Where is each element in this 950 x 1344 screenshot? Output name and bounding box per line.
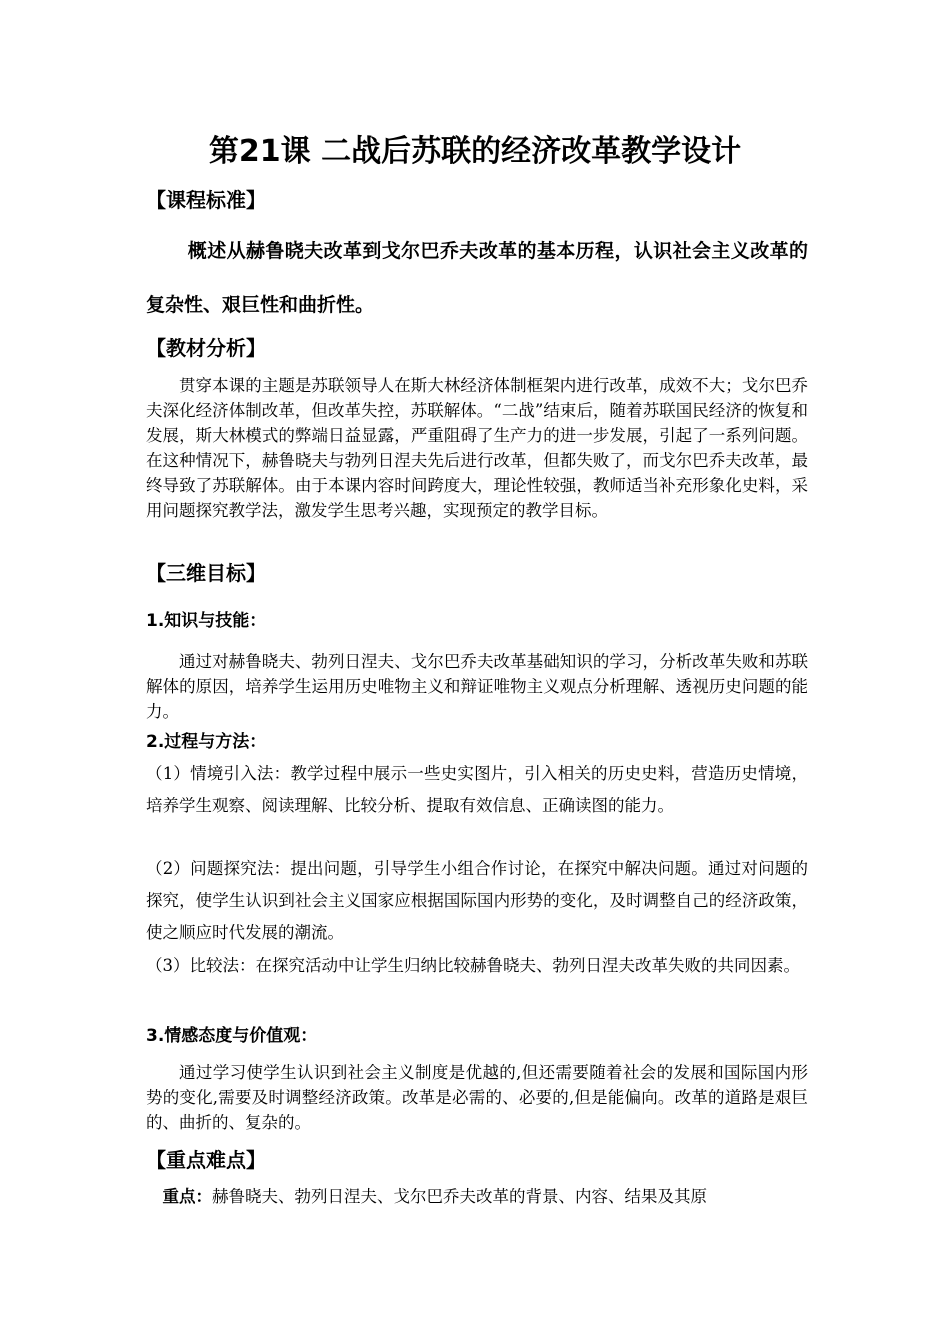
process-method-item: （2）问题探究法：提出问题，引导学生小组合作讨论，在探究中解决问题。通过对问题的探究，使学生认识到社会主义国家应根据国际国内形势的变化，及时调整自己的经济政策，使之顺应时代发展的潮流。 xyxy=(146,859,808,942)
document-title: 第21课 二战后苏联的经济改革教学设计 xyxy=(208,134,742,169)
process-method-item: （3）比较法：在探究活动中让学生归纳比较赫鲁晓夫、勃列日涅夫改革失败的共同因素。 xyxy=(146,956,800,975)
knowledge-skills-heading: 1.知识与技能： xyxy=(146,611,267,631)
knowledge-skills-text: 通过对赫鲁晓夫、勃列日涅夫、戈尔巴乔夫改革基础知识的学习，分析改革失败和苏联解体的原因，培养学生运用历史唯物主义和辩证唯物主义观点分析理解、透视历史问题的能力。 xyxy=(146,652,808,721)
process-method-item: （1）情境引入法：教学过程中展示一些史实图片，引入相关的历史史料，营造历史情境，培养学生观察、阅读理解、比较分析、提取有效信息、正确读图的能力。 xyxy=(146,764,808,815)
curriculum-standard-text: 概述从赫鲁晓夫改革到戈尔巴乔夫改革的基本历程，认识社会主义改革的复杂性、艰巨性和曲折性。 xyxy=(146,240,808,316)
key-points-text: 赫鲁晓夫、勃列日涅夫、戈尔巴乔夫改革的背景、内容、结果及其原 xyxy=(212,1187,707,1206)
key-difficulties-heading: 【重点难点】 xyxy=(146,1148,266,1172)
three-dimensional-goals-heading: 【三维目标】 xyxy=(146,561,266,585)
textbook-analysis-text: 贯穿本课的主题是苏联领导人在斯大林经济体制框架内进行改革，成效不大；戈尔巴乔夫深化经济体制改革，但改革失控，苏联解体。“二战”结束后，随着苏联国民经济的恢复和发展，斯大林模式的弊端日益显露，严重阻碍了生产力的进一步发展，引起了一系列问题。在这种情况下，赫鲁晓夫与勃列日涅夫先后进行改革，但都失败了，而戈尔巴乔夫改革，最终导致了苏联解体。由于本课内容时间跨度大，理论性较强，教师适当补充形象化史料，采用问题探究教学法，激发学生思考兴趣，实现预定的教学目标。 xyxy=(146,376,808,520)
process-methods-heading: 2.过程与方法： xyxy=(146,732,267,752)
emotion-values-text: 通过学习使学生认识到社会主义制度是优越的,但还需要随着社会的发展和国际国内形势的变化,需要及时调整经济政策。改革是必需的、必要的,但是能偏向。改革的道路是艰巨的、曲折的、复杂的。 xyxy=(146,1063,808,1132)
textbook-analysis-heading: 【教材分析】 xyxy=(146,336,266,360)
emotion-values-heading: 3.情感态度与价值观： xyxy=(146,1026,318,1046)
key-points-line xyxy=(146,1183,808,1211)
curriculum-standard-heading: 【课程标准】 xyxy=(146,188,266,212)
key-points-label: 重点： xyxy=(162,1187,212,1206)
